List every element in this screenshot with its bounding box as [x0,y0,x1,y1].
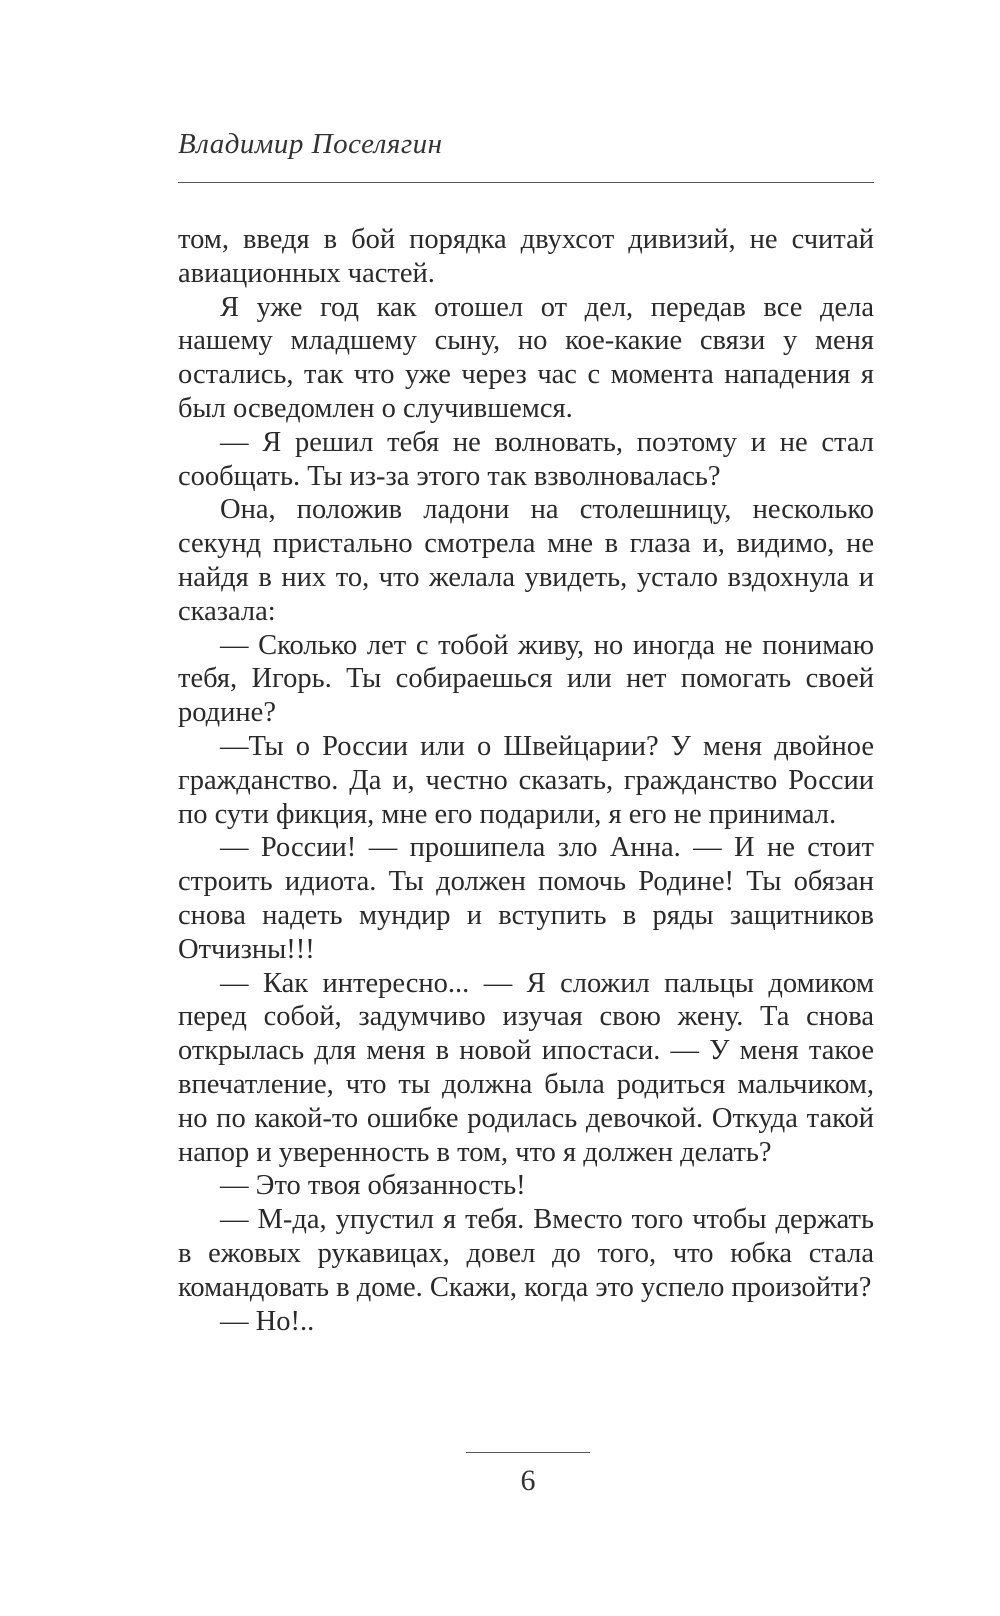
paragraph-3: — Я решил тебя не волновать, поэтому и не стал сообщать. Ты из-за этого так взволновалась? [178,426,874,492]
page-number: 6 [520,1464,536,1497]
paragraph-2: Я уже год как отошел от дел, передав все дела нашему младшему сыну, но кое-какие связи у меня остались, так что уже через час с момента нападения я был осведомлен о случившемся. [178,291,874,424]
paragraph-8: — Как интересно... — Я сложил пальцы домиком перед собой, задумчиво изучая свою жену. Та снова открылась для меня в новой ипостаси. — У меня такое впечатление, что ты должна была родиться мальчиком, но по какой-то ошибке родилась девочкой. Откуда такой напор и уверенность в том, что я должен делать? [178,967,874,1168]
paragraph-7: — России! — прошипела зло Анна. — И не стоит строить идиота. Ты должен помочь Родине! Ты обязан снова надеть мундир и вступить в ряды защитников Отчизны!!! [178,832,874,965]
paragraph-9: — Это твоя обязанность! [220,1170,526,1202]
paragraph-11: — Но!.. [220,1305,315,1337]
header-divider [178,182,874,183]
footer-divider [466,1452,590,1453]
paragraph-6: —Ты о России или о Швейцарии? У меня двойное гражданство. Да и, честно сказать, гражданство России по сути фикция, мне его подарили, я его не принимал. [178,730,874,830]
paragraph-5: — Сколько лет с тобой живу, но иногда не понимаю тебя, Игорь. Ты собираешься или нет помогать своей родине? [178,629,874,729]
paragraph-1: том, введя в бой порядка двухсот дивизий, не считай авиационных частей. [178,224,874,289]
running-head-author: Владимир Поселягин [178,128,443,160]
paragraph-10: — М-да, упустил я тебя. Вместо того чтобы держать в ежовых рукавицах, довел до того, что юбка стала командовать в доме. Скажи, когда это успело произойти? [178,1204,874,1303]
page-body [178,223,874,1338]
paragraph-4: Она, положив ладони на столешницу, несколько секунд пристально смотрела мне в глаза и, видимо, не найдя в них то, что желала увидеть, устало вздохнула и сказала: [178,494,874,627]
